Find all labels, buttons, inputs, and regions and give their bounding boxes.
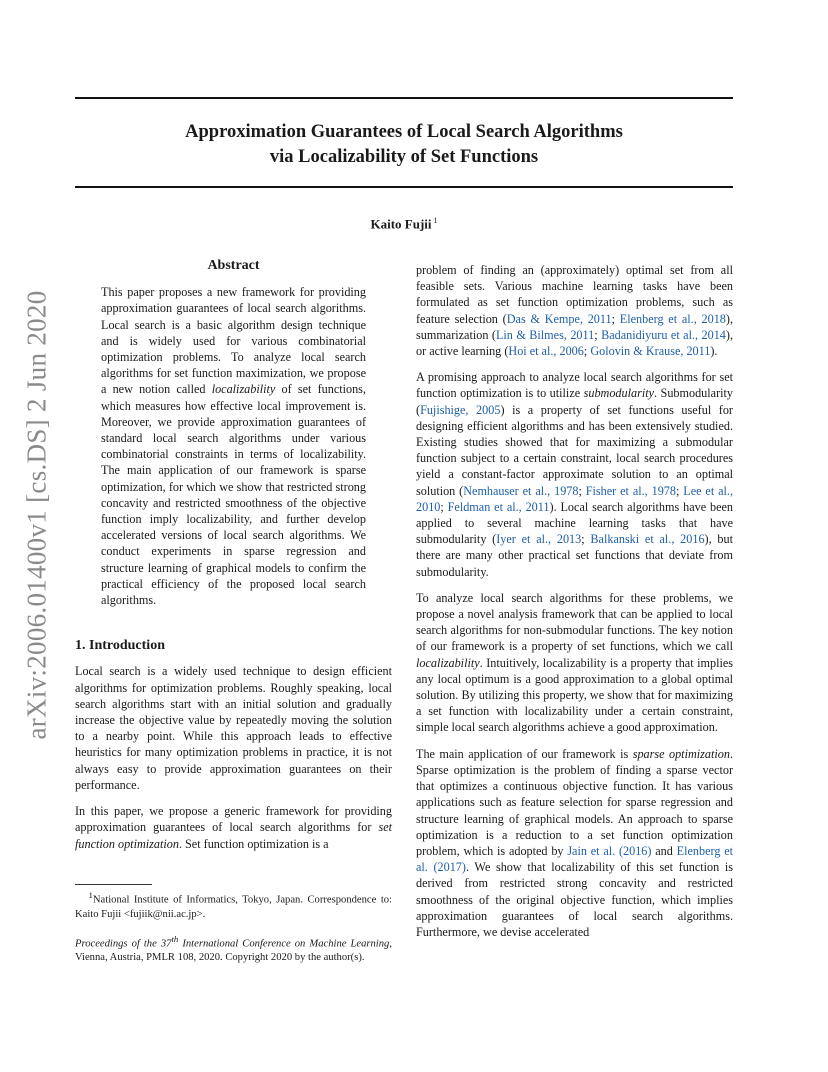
title-line-1: Approximation Guarantees of Local Search Algorithms — [185, 122, 623, 142]
citation-link[interactable]: Jain et al. (2016) — [567, 843, 652, 858]
footnote-proceedings: Proceedings of the 37th International Conference on Machine Learning, Vienna, Austria, PMLR 108, 2020. Copyright 2020 by the author(s). — [75, 933, 392, 964]
title-line-2: via Localizability of Set Functions — [269, 147, 539, 167]
right-paragraph-3: To analyze local search algorithms for these problems, we propose a novel analysis framework that can be applied to local search algorithms for non-submodular functions. The key notion of our framework is a property of set functions, which we call localizability. Intuitively, localizability is a property that implies any local optimum is a good approximation to a global optimal solution. By utilizing this property, we show that for maximizing a set function with localizability under a certain constraint, simple local search algorithms achieve a good approximation. — [416, 590, 733, 735]
arxiv-identifier: arXiv:2006.01400v1 [cs.DS] 2 Jun 2020 — [21, 290, 52, 740]
citation-link[interactable]: Iyer et al., 2013 — [496, 532, 582, 547]
citation-link[interactable]: Fujishige, 2005 — [420, 402, 501, 417]
arxiv-stamp — [17, 290, 57, 740]
author-line — [75, 216, 733, 232]
paper-title — [75, 120, 733, 170]
left-column — [75, 258, 392, 862]
title-bottom-rule — [75, 186, 733, 188]
section-heading-introduction: 1. Introduction — [75, 638, 165, 654]
citation-link[interactable]: Badanidiyuru et al., 2014 — [601, 327, 726, 342]
citation-link[interactable]: Nemhauser et al., 1978 — [463, 483, 579, 498]
right-column — [416, 262, 733, 950]
abstract-heading: Abstract — [207, 258, 260, 273]
author-affiliation-mark: 1 — [433, 216, 438, 225]
right-paragraph-2: A promising approach to analyze local search algorithms for set function optimization is to utilize submodularity. Submodularity (Fujishige, 2005) is a property of set functions useful for designing efficient algorithms and has been extensively studied. Existing studies showed that for maximizing a submodular function subject to a certain constraint, local search procedures yield a constant-factor approximate solution to an optimal solution (Nemhauser et al., 1978; Fisher et al., 1978; Lee et al., 2010; Feldman et al., 2011). Local search algorithms have been applied to several machine learning tasks that have submodularity (Iyer et al., 2013; Balkanski et al., 2016), but there are many other practical set functions that deviate from submodularity. — [416, 370, 734, 579]
footnote-rule — [75, 884, 152, 885]
citation-link[interactable]: Balkanski et al., 2016 — [590, 532, 705, 547]
abstract-text: This paper proposes a new framework for providing approximation guarantees of local search algorithms. Local search is a basic algorithm design technique and is widely used for various combinatorial optimization problems. To analyze local search algorithms for set function maximization, we propose a new notion called localizability of set functions, which measures how effective local improvement is. Moreover, we provide approximation guarantees of standard local search algorithms under various combinatorial constraints in terms of localizability. The main application of our framework is sparse optimization, for which we show that restricted strong concavity and restricted smoothness of the objective function imply localizability, and further develop accelerated versions of local search algorithms. We conduct experiments in sparse regression and structure learning of graphical models to confirm the practical efficiency of the proposed local search algorithms. — [101, 285, 366, 608]
citation-link[interactable]: Elenberg et al., 2018 — [619, 311, 726, 326]
intro-paragraph-2: In this paper, we propose a generic framework for providing approximation guarantees of local search algorithms for set function optimization. Set function optimization is a — [75, 804, 392, 851]
citation-link[interactable]: Fisher et al., 1978 — [585, 483, 676, 498]
citation-link[interactable]: Das & Kempe, 2011 — [506, 311, 612, 326]
citation-link[interactable]: Lin & Bilmes, 2011 — [495, 327, 595, 342]
right-paragraph-1: problem of finding an (approximately) optimal set from all feasible sets. Various machine learning tasks have been formulated as set function optimization problems, such as feature selection (Das & Kempe, 2011; Elenberg et al., 2018), summarization (Lin & Bilmes, 2011; Badanidiyuru et al., 2014), or active learning (Hoi et al., 2006; Golovin & Krause, 2011). — [416, 263, 734, 359]
citation-link[interactable]: Elenberg et al. (2017) — [416, 843, 733, 875]
citation-link[interactable]: Golovin & Krause, 2011 — [590, 344, 711, 359]
intro-paragraph-1: Local search is a widely used technique to design efficient algorithms for optimization problems. Roughly speaking, local search algorithms start with an initial solution and gradually increase the objective value by repeatedly moving the solution to a nearby point. While this approach leads to effective heuristics for many optimization problems in practice, it is not always easy to provide approximation guarantees on their performance. — [75, 664, 392, 792]
citation-link[interactable]: Feldman et al., 2011 — [447, 499, 550, 514]
footnote-affiliation: $^1$National Institute of Informatics, Tokyo, Japan. Correspondence to: Kaito Fujii <fujiik@nii.ac.jp>. — [75, 890, 393, 920]
top-rule — [75, 97, 733, 99]
footnote — [75, 888, 392, 975]
author-name: Kaito Fujii — [370, 216, 432, 232]
citation-link[interactable]: Hoi et al., 2006 — [508, 344, 584, 359]
citation-link[interactable]: Lee et al., 2010 — [416, 483, 734, 514]
right-paragraph-4: The main application of our framework is sparse optimization. Sparse optimization is the problem of finding a sparse vector that optimizes a continuous objective function. It has various applications such as feature selection for sparse regression and structure learning of graphical models. An approach to sparse optimization is a reduction to a set function optimization problem, which is adopted by Jain et al. (2016) and Elenberg et al. (2017). We show that localizability of this set function is derived from restricted strong concavity and restricted smoothness of the original objective function, which implies approximation guarantees of local search algorithms. Furthermore, we devise accelerated — [416, 746, 733, 939]
